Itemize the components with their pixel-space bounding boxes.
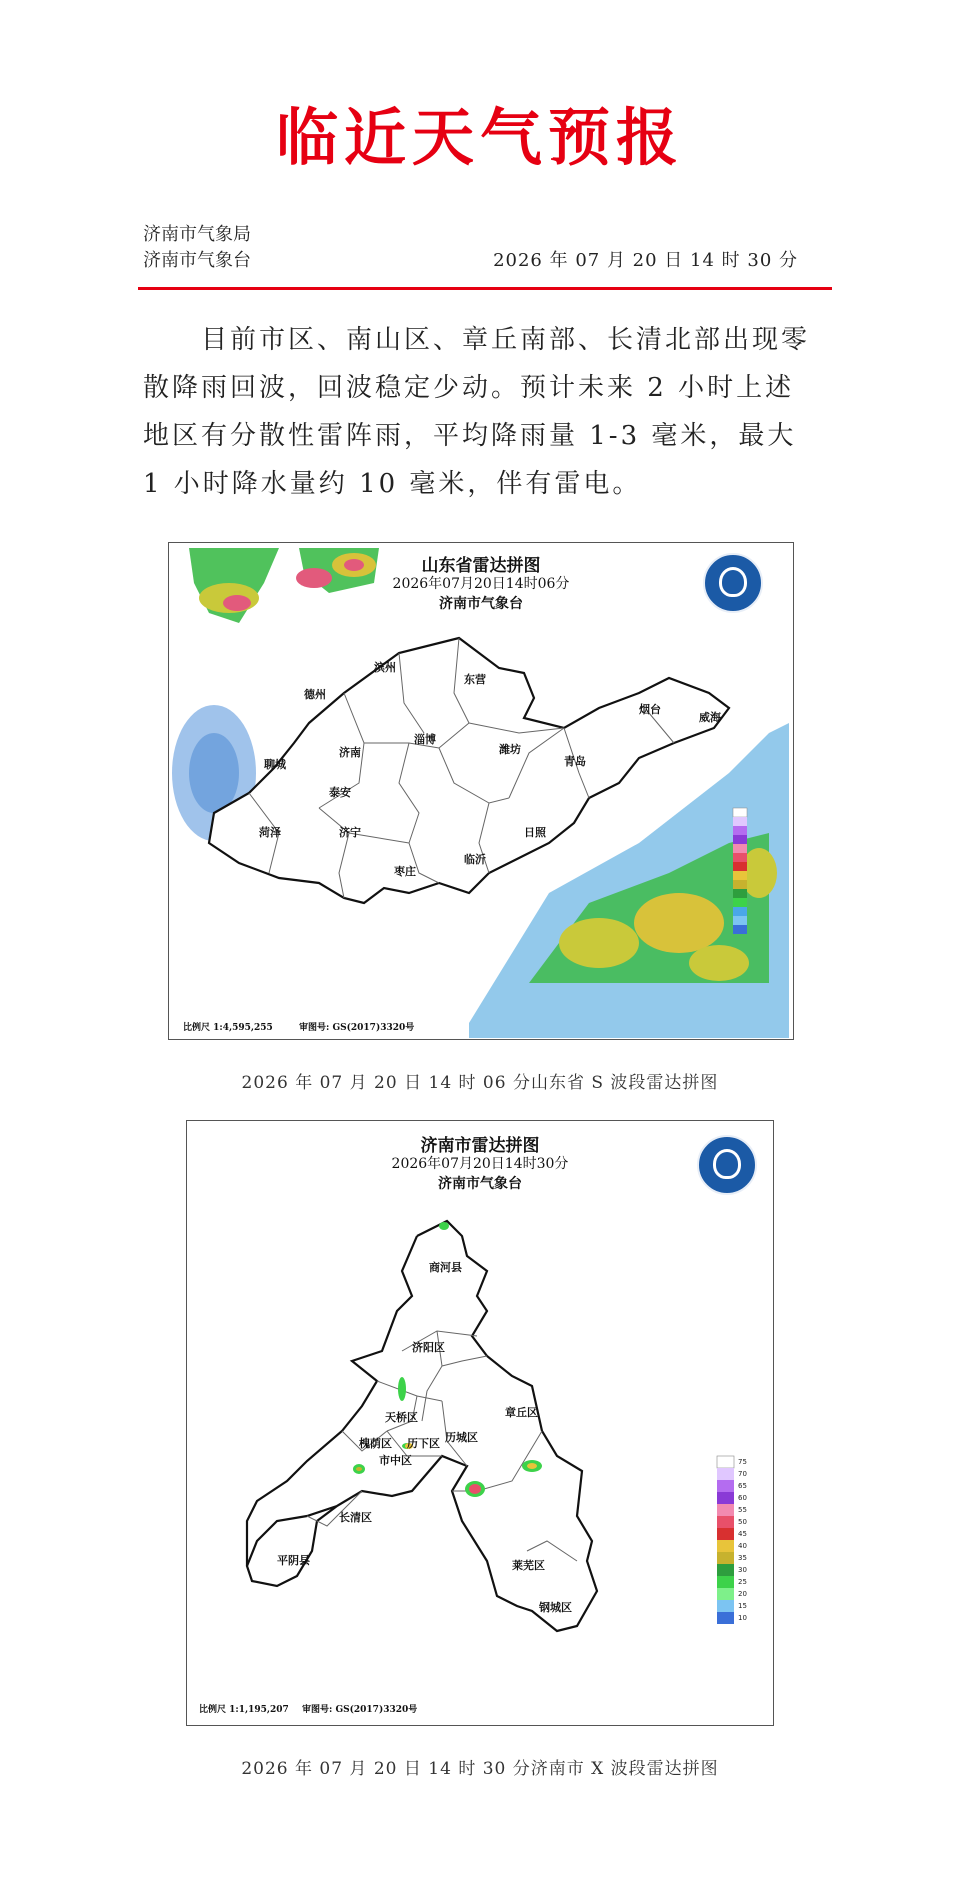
- figure2-org: 济南市气象台: [438, 1176, 522, 1192]
- figure1-caption: 2026 年 07 月 20 日 14 时 06 分山东省 S 波段雷达拼图: [241, 1073, 719, 1093]
- city-label: 济南: [339, 746, 361, 759]
- legend-value: 20: [738, 1590, 747, 1598]
- city-label: 青岛: [564, 755, 586, 768]
- figure1-time: 2026年07月20日14时06分: [392, 576, 570, 592]
- figure2-time: 2026年07月20日14时30分: [391, 1156, 569, 1172]
- city-label: 泰安: [329, 786, 351, 799]
- figure2-review-number: 审图号: GS(2017)3320号: [302, 1705, 418, 1715]
- city-label: 临沂: [464, 853, 486, 866]
- meteorology-emblem-icon: [697, 1135, 757, 1195]
- issuer-observatory: 济南市气象台: [143, 250, 251, 271]
- city-label: 德州: [304, 688, 326, 701]
- legend-value: 15: [738, 1602, 747, 1610]
- reflectivity-legend: [733, 808, 747, 934]
- legend-value: 35: [738, 1554, 747, 1562]
- legend-value: 70: [738, 1470, 747, 1478]
- city-label: 淄博: [414, 733, 436, 746]
- figure1-scale: 比例尺 1:4,595,255: [183, 1023, 273, 1033]
- district-label: 历下区: [407, 1437, 440, 1450]
- legend-value: 10: [738, 1614, 747, 1622]
- city-label: 滨州: [374, 661, 396, 674]
- city-label: 枣庄: [394, 865, 416, 878]
- jinan-radar-map: [186, 1120, 774, 1726]
- issue-time: 2026 年 07 月 20 日 14 时 30 分: [493, 250, 798, 271]
- legend-value: 50: [738, 1518, 747, 1526]
- city-label: 日照: [524, 826, 546, 839]
- district-label: 济阳区: [412, 1341, 445, 1354]
- header-divider: [138, 287, 832, 290]
- reflectivity-legend: [717, 1456, 747, 1624]
- district-label: 钢城区: [539, 1601, 572, 1614]
- figure2-caption: 2026 年 07 月 20 日 14 时 30 分济南市 X 波段雷达拼图: [241, 1759, 719, 1779]
- district-label: 槐荫区: [359, 1437, 392, 1450]
- meteorology-emblem-icon: [703, 553, 763, 613]
- city-label: 烟台: [639, 703, 661, 716]
- city-label: 聊城: [264, 758, 286, 771]
- legend-value: 65: [738, 1482, 747, 1490]
- figure2-title: 济南市雷达拼图: [420, 1136, 540, 1156]
- district-label: 长清区: [339, 1511, 372, 1524]
- district-label: 天桥区: [385, 1411, 418, 1424]
- district-labels: [277, 1260, 572, 1614]
- district-label: 历城区: [445, 1431, 478, 1444]
- shandong-radar-map: [168, 542, 794, 1040]
- city-label: 济宁: [339, 826, 361, 839]
- city-label: 威海: [699, 711, 721, 724]
- district-label: 章丘区: [505, 1406, 538, 1419]
- city-label: 菏泽: [259, 826, 281, 839]
- district-label: 平阴县: [277, 1554, 310, 1567]
- legend-value: 75: [738, 1458, 747, 1466]
- issuer-bureau: 济南市气象局: [143, 224, 251, 245]
- figure1-org: 济南市气象台: [439, 596, 523, 612]
- figure1-review-number: 审图号: GS(2017)3320号: [299, 1023, 415, 1033]
- city-label: 东营: [464, 673, 486, 686]
- shandong-map-graphic: [169, 543, 793, 1039]
- jinan-map-graphic: [187, 1121, 773, 1725]
- district-label: 商河县: [429, 1261, 462, 1274]
- legend-value: 55: [738, 1506, 747, 1514]
- figure2-scale: 比例尺 1:1,195,207: [199, 1705, 289, 1715]
- legend-value: 45: [738, 1530, 747, 1538]
- figure1-title: 山东省雷达拼图: [421, 556, 541, 576]
- district-borders: [307, 1331, 577, 1561]
- district-label: 莱芜区: [512, 1559, 545, 1572]
- forecast-paragraph: 目前市区、南山区、章丘南部、长清北部出现零散降雨回波，回波稳定少动。预计未来 2 小时上述地区有分散性雷阵雨，平均降雨量 1-3 毫米，最大 1 小时降水量约 10 毫米，伴有雷电。: [143, 325, 811, 499]
- legend-value: 60: [738, 1494, 747, 1502]
- page-title: 临近天气预报: [275, 101, 684, 174]
- city-label: 潍坊: [499, 743, 521, 756]
- legend-value: 40: [738, 1542, 747, 1550]
- legend-value: 30: [738, 1566, 747, 1574]
- district-label: 市中区: [379, 1454, 412, 1467]
- legend-value: 25: [738, 1578, 747, 1586]
